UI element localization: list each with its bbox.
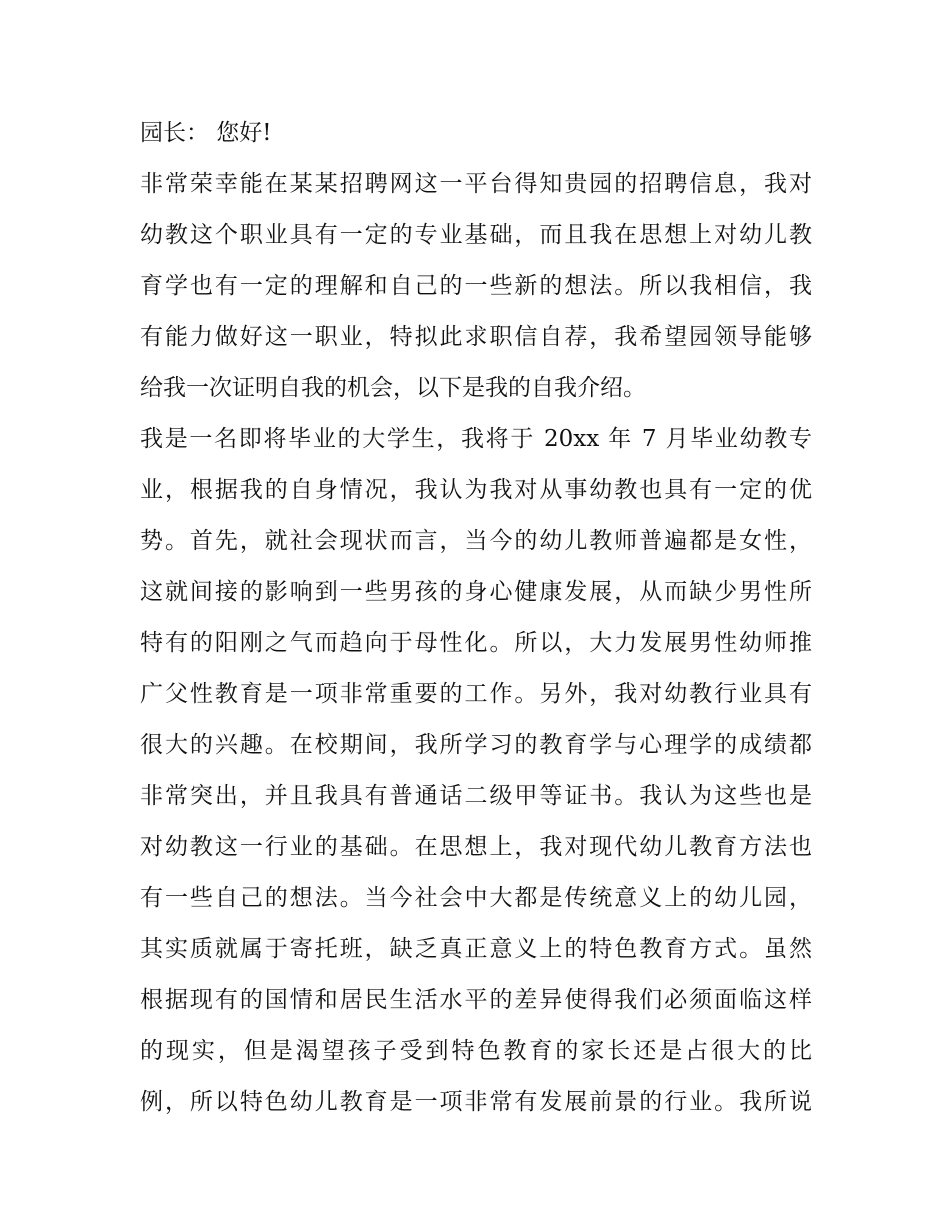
- line-text: 这就间接的影响到一些男孩的身心健康发展，从而缺少男性所: [140, 579, 812, 605]
- text-line: [140, 975, 812, 1026]
- text-line: [140, 414, 812, 465]
- line-text: 很大的兴趣。在校期间，我所学习的教育学与心理学的成绩都: [140, 732, 812, 758]
- text-line: [140, 669, 812, 720]
- line-text: 有能力做好这一职业，特拟此求职信自荐，我希望园领导能够: [140, 324, 812, 350]
- text-line: [140, 159, 812, 210]
- line-text: 非常突出，并且我具有普通话二级甲等证书。我认为这些也是: [140, 783, 812, 809]
- line-text: 非常荣幸能在某某招聘网这一平台得知贵园的招聘信息，我对: [140, 171, 812, 197]
- line-text: 的现实，但是渴望孩子受到特色教育的家长还是占很大的比: [140, 1038, 812, 1064]
- line-text: 给我一次证明自我的机会，以下是我的自我介绍。: [140, 375, 646, 401]
- line-text: 其实质就属于寄托班，缺乏真正意义上的特色教育方式。虽然: [140, 936, 812, 962]
- text-line: [140, 312, 812, 363]
- text-line: [140, 261, 812, 312]
- text-line: [140, 873, 812, 924]
- line-text: 特有的阳刚之气而趋向于母性化。所以，大力发展男性幼师推: [140, 630, 812, 656]
- line-text: 我是一名即将毕业的大学生，我将于 20xx 年 7 月毕业幼教专: [140, 426, 812, 452]
- text-line: [140, 618, 812, 669]
- line-text: 幼教这个职业具有一定的专业基础，而且我在思想上对幼儿教: [140, 222, 812, 248]
- greeting-text: 园长： 您好!: [140, 120, 272, 146]
- line-text: 广父性教育是一项非常重要的工作。另外，我对幼教行业具有: [140, 681, 812, 707]
- text-line: [140, 1077, 812, 1128]
- paragraph-2: [140, 414, 812, 1128]
- text-line: [140, 720, 812, 771]
- paragraph-1: [140, 159, 812, 414]
- text-line: [140, 567, 812, 618]
- greeting-line: [140, 108, 812, 159]
- line-text: 业，根据我的自身情况，我认为我对从事幼教也具有一定的优: [140, 477, 812, 503]
- text-line: [140, 363, 812, 414]
- line-text: 对幼教这一行业的基础。在思想上，我对现代幼儿教育方法也: [140, 834, 812, 860]
- text-line: [140, 1026, 812, 1077]
- line-text: 势。首先，就社会现状而言，当今的幼儿教师普遍都是女性，: [140, 528, 812, 554]
- text-line: [140, 771, 812, 822]
- line-text: 育学也有一定的理解和自己的一些新的想法。所以我相信，我: [140, 273, 812, 299]
- letter-body: [140, 108, 812, 1128]
- text-line: [140, 210, 812, 261]
- text-line: [140, 822, 812, 873]
- line-text: 根据现有的国情和居民生活水平的差异使得我们必须面临这样: [140, 987, 812, 1013]
- text-line: [140, 516, 812, 567]
- line-text: 有一些自己的想法。当今社会中大都是传统意义上的幼儿园，: [140, 885, 812, 911]
- line-text: 例，所以特色幼儿教育是一项非常有发展前景的行业。我所说: [140, 1089, 812, 1115]
- text-line: [140, 465, 812, 516]
- text-line: [140, 924, 812, 975]
